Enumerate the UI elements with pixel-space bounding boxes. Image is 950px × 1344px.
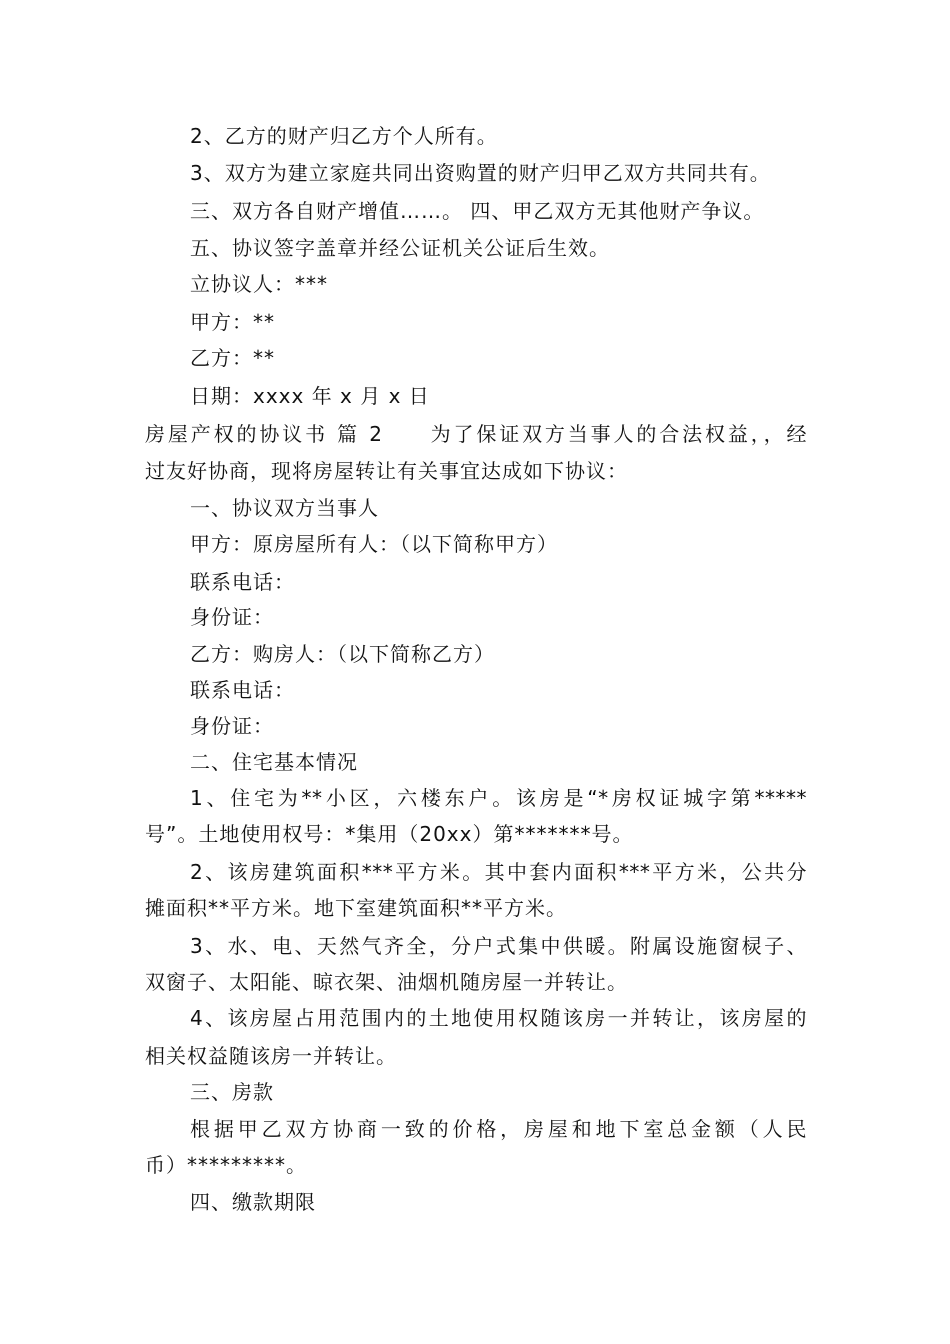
housing-item-1-cont: 号”。土地使用权号：*集用（20xx）第*******号。 bbox=[145, 822, 634, 846]
party-b-phone: 联系电话： bbox=[190, 678, 295, 702]
heading-parties: 一、协议双方当事人 bbox=[190, 496, 379, 520]
housing-item-3: 3、水、电、天然气齐全，分户式集中供暖。附属设施窗棂子、 bbox=[190, 934, 807, 958]
heading-housing: 二、住宅基本情况 bbox=[190, 750, 358, 774]
clause-five: 五、协议签字盖章并经公证机关公证后生效。 bbox=[190, 236, 610, 260]
intro-continuation: 过友好协商，现将房屋转让有关事宜达成如下协议： bbox=[145, 459, 628, 483]
party-a-id: 身份证： bbox=[190, 605, 274, 629]
party-a-phone: 联系电话： bbox=[190, 570, 295, 594]
heading-price: 三、房款 bbox=[190, 1080, 274, 1104]
housing-item-4: 4、该房屋占用范围内的土地使用权随该房一并转让，该房屋的 bbox=[190, 1006, 807, 1030]
housing-item-3-cont: 双窗子、太阳能、晾衣架、油烟机随房屋一并转让。 bbox=[145, 970, 628, 994]
price-text: 根据甲乙双方协商一致的价格，房屋和地下室总金额（人民 bbox=[190, 1117, 807, 1141]
section-heading-2: 房屋产权的协议书 篇 2 为了保证双方当事人的合法权益，，经 bbox=[145, 422, 807, 446]
housing-item-2-cont: 摊面积**平方米。地下室建筑面积**平方米。 bbox=[145, 896, 567, 920]
party-a-line: 甲方：** bbox=[190, 310, 275, 334]
clause-three-four: 三、双方各自财产增值……。 四、甲乙双方无其他财产争议。 bbox=[190, 199, 765, 223]
party-b-id: 身份证： bbox=[190, 714, 274, 738]
clause-property-2: 2、乙方的财产归乙方个人所有。 bbox=[190, 124, 498, 148]
price-text-cont: 币）*********。 bbox=[145, 1153, 307, 1177]
signatory-line: 立协议人：*** bbox=[190, 272, 328, 296]
heading-payment-deadline: 四、缴款期限 bbox=[190, 1190, 316, 1214]
housing-item-1: 1、住宅为**小区，六楼东户。该房是“*房权证城字第***** bbox=[190, 786, 807, 810]
date-line: 日期：xxxx 年 x 月 x 日 bbox=[190, 384, 430, 408]
clause-property-3: 3、双方为建立家庭共同出资购置的财产归甲乙双方共同共有。 bbox=[190, 161, 771, 185]
party-b-buyer: 乙方：购房人：（以下简称乙方） bbox=[190, 642, 495, 666]
party-a-owner: 甲方：原房屋所有人：（以下简称甲方） bbox=[190, 532, 558, 556]
party-b-line: 乙方：** bbox=[190, 346, 275, 370]
housing-item-2: 2、该房建筑面积***平方米。其中套内面积***平方米，公共分 bbox=[190, 860, 807, 884]
housing-item-4-cont: 相关权益随该房一并转让。 bbox=[145, 1044, 397, 1068]
